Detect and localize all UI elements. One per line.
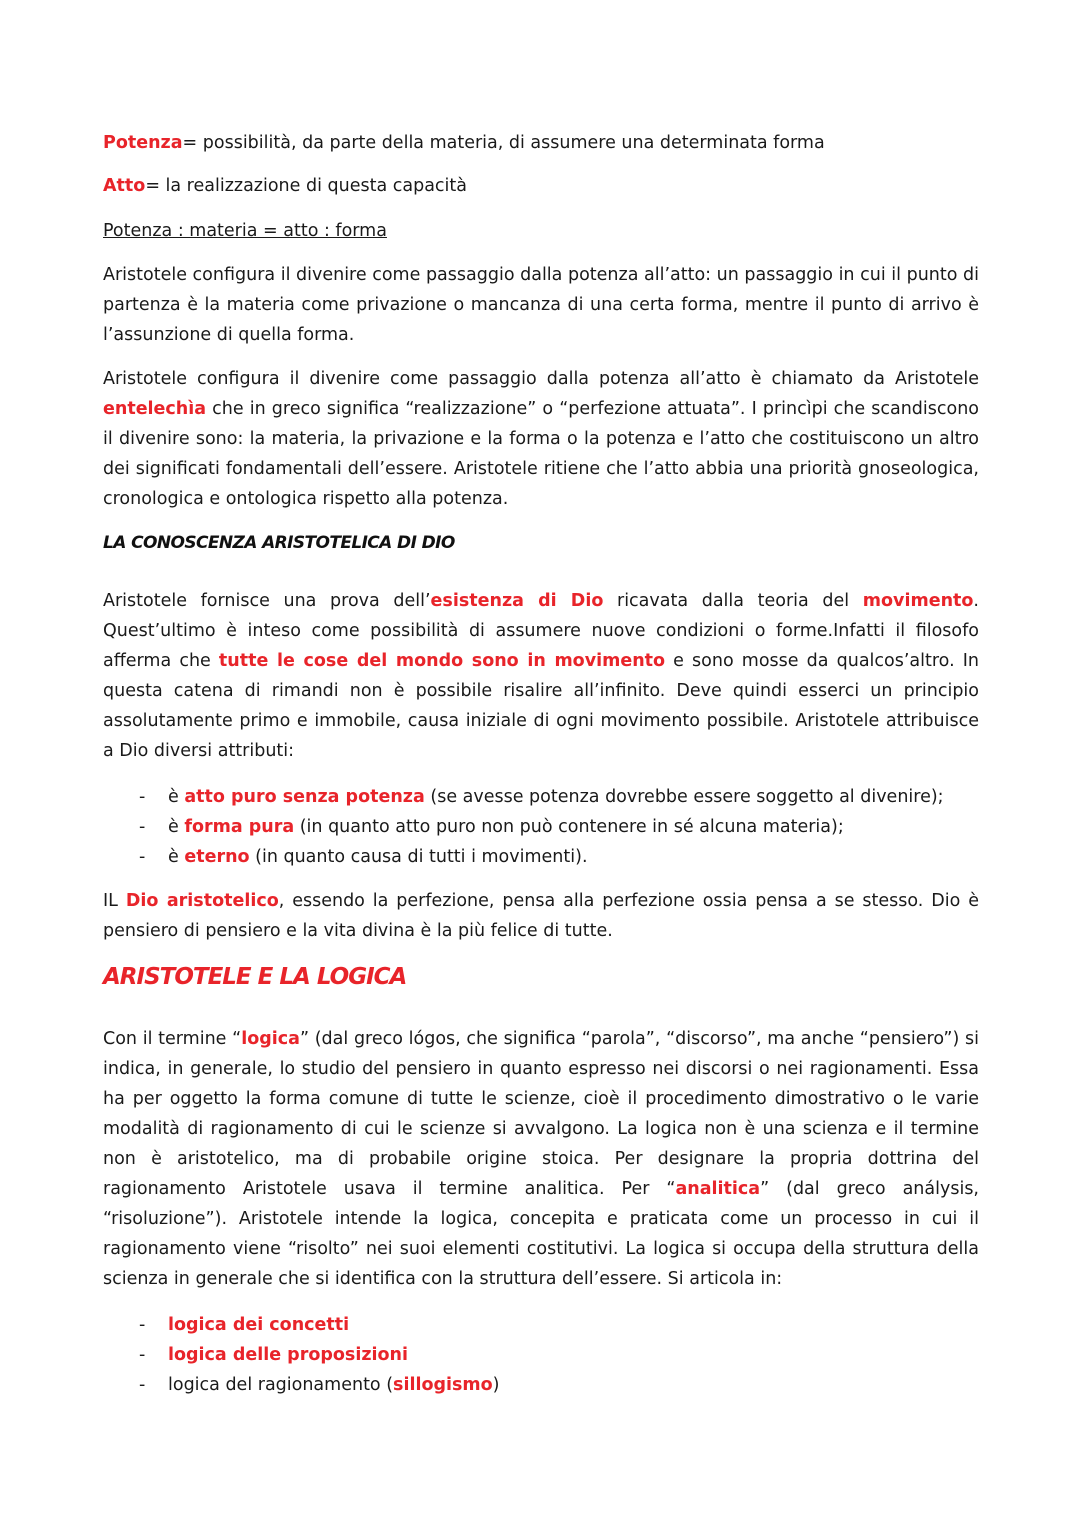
definition-text: = possibilità, da parte della materia, di assumere una determinata forma	[182, 133, 825, 153]
heading-conoscenza-dio: LA CONOSCENZA ARISTOTELICA DI DIO	[103, 533, 455, 553]
term-sillogismo: sillogismo	[393, 1375, 493, 1395]
term-esistenza-dio: esistenza di Dio	[430, 591, 604, 611]
term-entelechia: entelechìa	[103, 399, 207, 419]
term-movimento: movimento	[862, 591, 974, 611]
term-analitica: analitica	[675, 1179, 761, 1199]
logic-list	[103, 1310, 979, 1400]
proportion-line: Potenza : materia = atto : forma	[103, 221, 387, 241]
term-logica: logica	[241, 1029, 300, 1049]
term-eterno: eterno	[184, 847, 250, 867]
paragraph-logica: Con il termine “logica” (dal greco lógos, che significa “parola”, “discorso”, ma anche “pensiero”) si indica, in generale, lo studio del pensiero in quanto espresso nei discorsi o nei ragionamenti. Essa ha per oggetto la forma comune di tutte le scienze, cioè il procedimento dimostrativo o le varie modalità di ragionamento di cui le scienze si avvalgono. La logica non è una scienza e il termine non è aristotelico, ma di probabile origine stoica. Per designare la propria dottrina del ragionamento Aristotele usava il termine analitica. Per “analitica” (dal greco análysis, “risoluzione”). Aristotele intende la logica, concepita e praticata come un processo in cui il ragionamento viene “risolto” nei suoi elementi costitutivi. La logica si occupa della struttura della scienza in generale che si identifica con la struttura dell’essere. Si articola in:	[103, 1029, 980, 1289]
definition-potenza	[103, 128, 979, 158]
list-item: - è atto puro senza potenza (se avesse potenza dovrebbe essere soggetto al divenire);	[139, 782, 979, 812]
definition-text: = la realizzazione di questa capacità	[145, 176, 467, 196]
term-logica-concetti: logica dei concetti	[168, 1315, 350, 1335]
paragraph-dio-aristotelico: IL Dio aristotelico, essendo la perfezione, pensa alla perfezione ossia pensa a se stesso. Dio è pensiero di pensiero e la vita divina è la più felice di tutte.	[103, 891, 979, 941]
term-atto: Atto	[103, 176, 146, 196]
document-page	[103, 128, 979, 1400]
term-logica-proposizioni: logica delle proposizioni	[168, 1345, 408, 1365]
paragraph-divenire: Aristotele configura il divenire come passaggio dalla potenza all’atto: un passaggio in cui il punto di partenza è la materia come privazione o mancanza di una certa forma, mentre il punto di arrivo è l’assunzione di quella forma.	[103, 265, 979, 345]
paragraph-entelechia: Aristotele configura il divenire come passaggio dalla potenza all’atto è chiamato da Aristotele entelechìa che in greco significa “realizzazione” o “perfezione attuata”. I princìpi che scandiscono il divenire sono: la materia, la privazione e la forma o la potenza e l’atto che costituiscono un altro dei significati fondamentali dell’essere. Aristotele ritiene che l’atto abbia una priorità gnoseologica, cronologica e ontologica rispetto alla potenza.	[103, 369, 979, 509]
term-tutte-le-cose: tutte le cose del mondo sono in movimento	[218, 651, 666, 671]
list-item: - è eterno (in quanto causa di tutti i movimenti).	[139, 842, 979, 872]
list-item: - logica del ragionamento (sillogismo)	[139, 1370, 979, 1400]
term-potenza: Potenza	[103, 133, 183, 153]
definition-atto	[103, 171, 979, 201]
list-item: - è forma pura (in quanto atto puro non può contenere in sé alcuna materia);	[139, 812, 979, 842]
attributes-list	[103, 782, 979, 872]
list-item	[139, 1310, 979, 1340]
paragraph-esistenza-dio: Aristotele fornisce una prova dell’esistenza di Dio ricavata dalla teoria del movimento. Quest’ultimo è inteso come possibilità di assumere nuove condizioni o forme.Infatti il filosofo afferma che tutte le cose del mondo sono in movimento e sono mosse da qualcos’altro. In questa catena di rimandi non è possibile risalire all’infinito. Deve quindi esserci un principio assolutamente primo e immobile, causa iniziale di ogni movimento possibile. Aristotele attribuisce a Dio diversi attributi:	[103, 591, 979, 761]
term-forma-pura: forma pura	[184, 817, 295, 837]
heading-logica: ARISTOTELE E LA LOGICA	[103, 964, 407, 990]
term-atto-puro: atto puro senza potenza	[184, 787, 425, 807]
term-dio-aristotelico: Dio aristotelico	[125, 891, 279, 911]
list-item	[139, 1340, 979, 1370]
